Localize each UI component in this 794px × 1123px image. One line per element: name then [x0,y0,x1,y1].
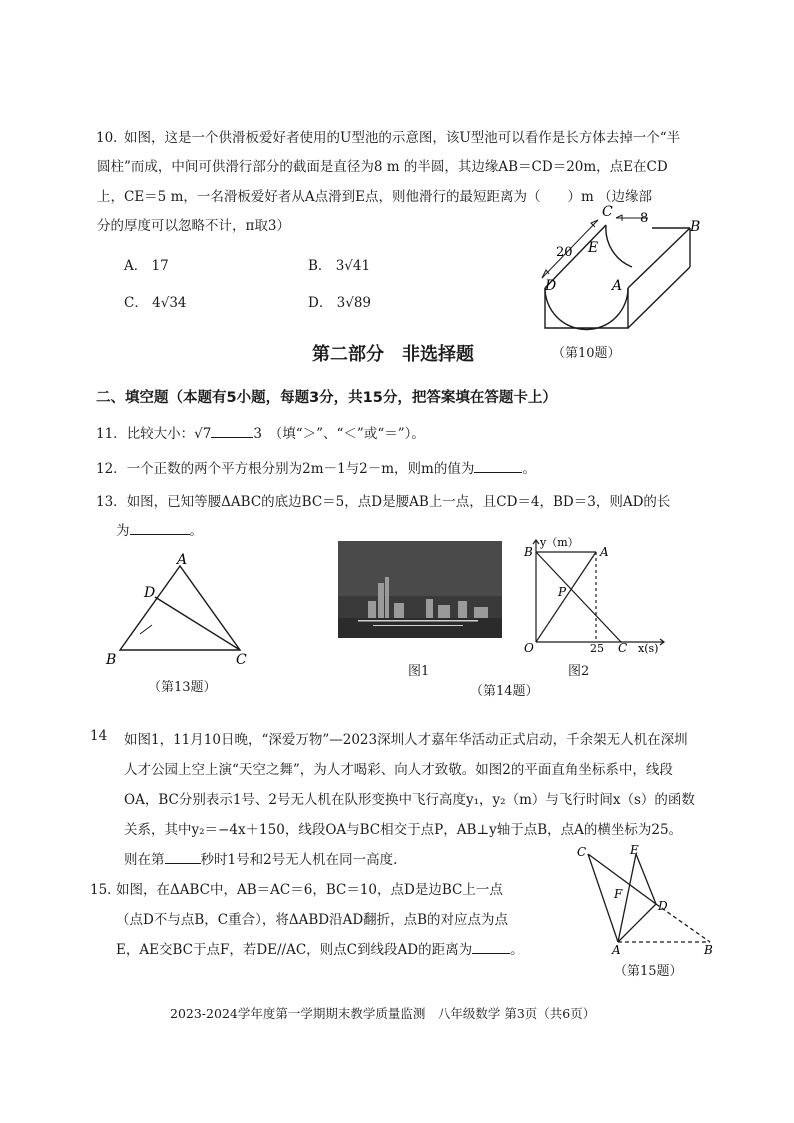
answer-blank[interactable] [211,423,253,438]
label-a: A [612,943,621,957]
answer-blank[interactable] [165,849,201,864]
figure-caption: （第14题） [470,684,539,699]
section-title: 第二部分 非选择题 [312,344,474,365]
option-d: D． 3√89 [308,295,371,311]
label-f: F [614,887,623,901]
question-text-2: 为 。 [116,519,203,539]
figure-caption: （第13题） [148,680,217,695]
text-line: 分的厚度可以忽略不计，π取3） [97,218,290,234]
label-8: 8 [640,211,649,226]
text-line: （点D不与点B，C重合），将ΔABD沿AD翻折，点B的对应点为点 [116,912,509,928]
fig1-caption: 图1 [408,664,430,679]
label-c: C [618,641,628,654]
text-line-last: E，AE交BC于点F，若DE//AC，则点C到线段AD的距离为 。 [116,938,524,958]
u-pool-figure [520,200,720,340]
text-line: 如图，这是一个供滑板爱好者使用的U型池的示意图，该U型池可以看作是长方体去掉一个“半 [124,130,681,146]
edge-ab [628,228,690,288]
answer-blank[interactable] [130,520,190,535]
label-b: B [524,545,533,559]
page-footer: 2023-2024学年度第一学期期末教学质量监测 八年级数学 第3页（共6页） [170,1006,596,1021]
question-text-a: 一个正数的两个平方根分别为2m－1与2－m，则m的值为 [126,461,475,477]
question-number: 14 [90,728,108,744]
fold-triangle-figure [574,842,720,960]
triangle-abc [120,566,240,650]
night-skyline-photo [338,541,502,638]
coordinate-graph [514,534,674,654]
label-b: B [690,219,701,235]
label-c: C [236,652,247,668]
text-line-last: 则在第 秒时1号和2号无人机在同一高度. [124,848,397,868]
label-a: A [612,278,623,294]
front-face-outline [545,288,628,328]
text-line: 人才公园上空上演“天空之舞”，为人才喝彩、向人才致敬。如图2的平面直角坐标系中，线段 [124,762,673,778]
question-number: 13． [96,494,127,510]
label-c: C [577,845,587,859]
question-text [96,490,670,510]
back-semicircle [606,225,632,267]
figure-caption: （第10题） [552,346,621,361]
question-text-b: 3 （填“＞”、“＜”或“＝”）。 [253,426,425,442]
question-number: 12． [96,461,127,477]
question-text-b: 。 [522,461,536,477]
text-line: OA，BC分别表示1号、2号无人机在队形变换中飞行高度y₁，y₂（m）与飞行时间x（s）的函数 [124,792,695,808]
answer-blank[interactable] [474,458,522,473]
label-o: O [524,641,534,654]
label-d: D [545,278,557,294]
label-e: E [630,843,639,857]
label-a: A [600,545,609,559]
text-line: 圆柱”而成，中间可供滑行部分的截面是直径为8 m 的半圆，其边缘AB＝CD＝20m，点E在CD [97,159,668,175]
option-b: B． 3√41 [308,258,371,274]
question-number: 15． [90,882,121,898]
question-11 [96,422,425,442]
question-number: 10． [96,130,127,146]
front-semicircle [545,288,628,330]
question-number: 11． [96,426,127,442]
figure-caption: （第15题） [614,964,683,979]
label-a: A [177,552,188,568]
label-20: 20 [556,245,573,260]
segment-bc [536,552,621,642]
label-p: P [558,585,567,599]
part-heading: 二、填空题（本题有5小题，每题3分，共15分，把答案填在答题卡上） [96,390,557,406]
option-c: C． 4√34 [124,295,187,311]
x-axis-label: x(s) [638,642,659,654]
label-d: D [658,899,668,913]
label-c: C [602,204,613,220]
text-line: 上，CE＝5 m，一名滑板爱好者从A点滑到E点，则他滑行的最短距离为（ ）m （边缘部 [97,189,653,205]
fig2-caption: 图2 [568,664,590,679]
label-b: B [106,652,117,668]
label-25: 25 [590,642,604,654]
question-12 [96,457,536,477]
label-b: B [704,943,713,957]
option-a: A． 17 [124,258,169,274]
question-text-a: 比较大小：√7 [126,426,212,442]
skyline-drawing [338,541,502,638]
segment-ad [618,904,656,942]
y-axis-label: y（m） [540,536,579,549]
text-line: 关系，其中y₂＝−4x＋150，线段OA与BC相交于点P，AB⊥y轴于点B，点A的横坐标为25。 [124,822,683,838]
triangle-figure [100,552,260,672]
label-d: D [144,585,156,601]
segment-cd [155,597,240,650]
text-line: 如图1，11月10日晚，“深爱万物”—2023深圳人才嘉年华活动正式启动，千余架无人机在深圳 [124,732,688,748]
text-line: 如图，已知等腰ΔABC的底边BC＝5，点D是腰AB上一点，且CD＝4，BD＝3，则AD的长 [126,494,671,510]
label-e: E [588,240,599,256]
text-line: 如图，在ΔABC中，AB＝AC＝6，BC＝10，点D是边BC上一点 [116,882,503,898]
answer-blank[interactable] [472,939,510,954]
